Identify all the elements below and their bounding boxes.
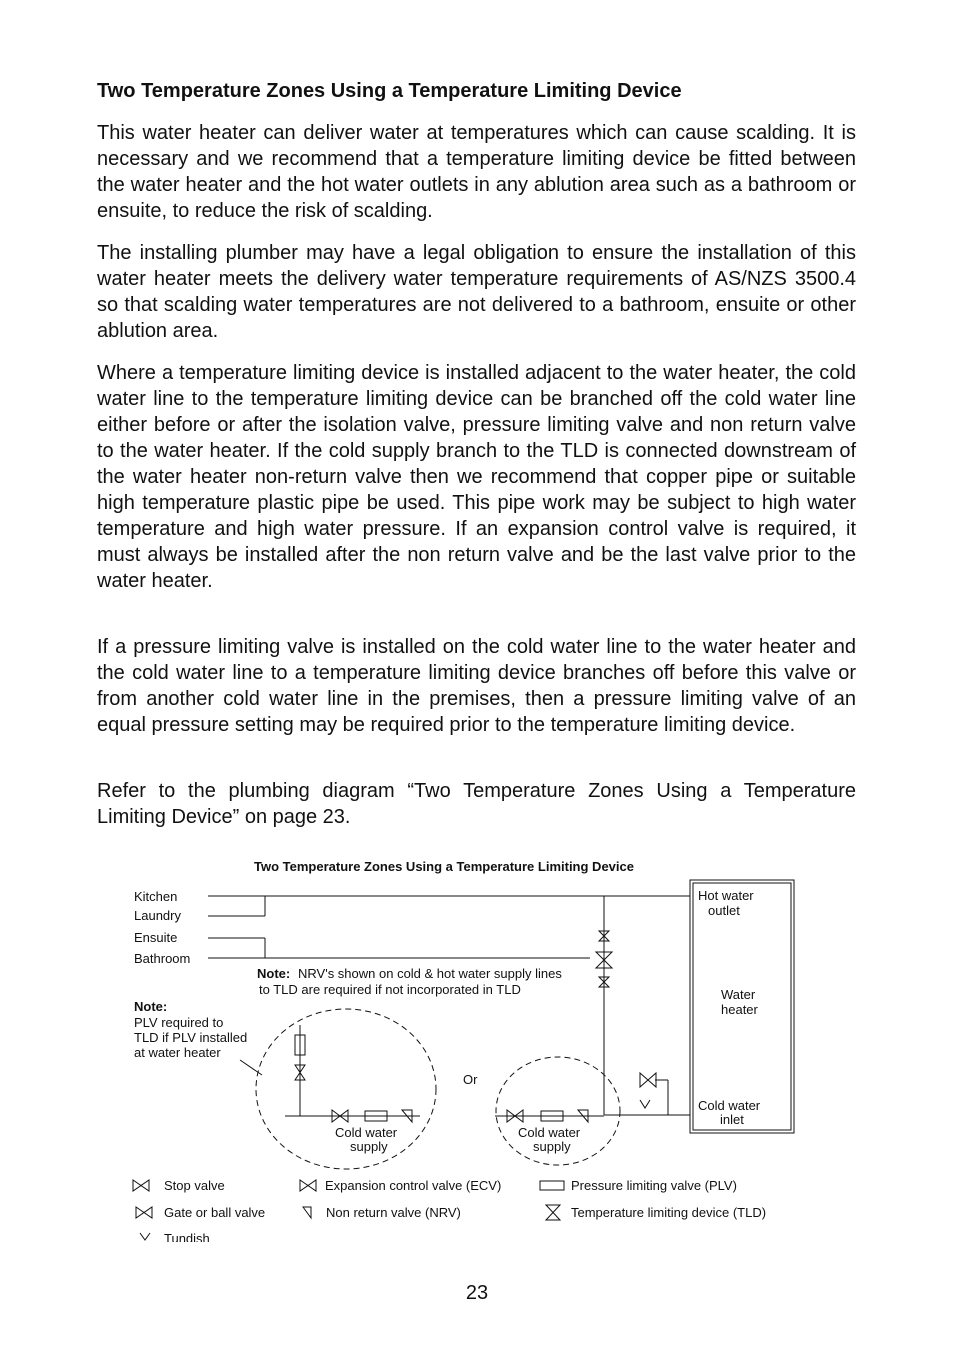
- section-heading: Two Temperature Zones Using a Temperature Limiting Device: [97, 80, 682, 102]
- outlet-label-laundry: Laundry: [134, 908, 181, 923]
- paragraph-refer: Refer to the plumbing diagram “Two Temperature Zones Using a Temperature Limiting Device” on page 23.: [97, 780, 856, 828]
- legend-plv: Pressure limiting valve (PLV): [571, 1178, 737, 1193]
- cold-supply-left-label-2: supply: [350, 1139, 388, 1154]
- note-nrv-label: Note:: [257, 966, 291, 981]
- hot-water-outlet-label: Hot water: [698, 888, 754, 903]
- page-number: 23: [465, 1282, 489, 1304]
- tundish-icon: [140, 1233, 150, 1240]
- note-nrv-text: NRV's shown on cold & hot water supply lines: [298, 966, 562, 981]
- plumbing-diagram: [0, 850, 954, 1242]
- legend-tundish: Tundish: [164, 1231, 210, 1242]
- water-heater-label-2: heater: [721, 1002, 758, 1017]
- nrv-icon: [303, 1207, 311, 1218]
- plv-icon: [540, 1181, 564, 1190]
- legend-ecv: Expansion control valve (ECV): [325, 1178, 502, 1193]
- diagram-title: Two Temperature Zones Using a Temperature Limiting Device: [254, 859, 634, 874]
- note-plv-line-3: at water heater: [134, 1045, 221, 1060]
- cold-supply-right-label: Cold water: [518, 1125, 581, 1140]
- or-label: Or: [463, 1072, 478, 1087]
- cold-supply-right-label-2: supply: [533, 1139, 571, 1154]
- legend-stop-valve: Stop valve: [164, 1178, 225, 1193]
- hot-water-outlet-label-2: outlet: [708, 903, 740, 918]
- legend-tld: Temperature limiting device (TLD): [571, 1205, 767, 1220]
- outlet-label-kitchen: Kitchen: [134, 889, 178, 904]
- ecv-icon: [300, 1180, 316, 1191]
- paragraph-scalding: This water heater can deliver water at temperatures which can cause scalding. It is necessary and we recommend that a temperature limiting device be fitted between the water heater and the hot water outlets in any ablution area such as a bathroom or ensuite, to reduce the risk of scalding.: [97, 122, 856, 222]
- outlet-label-ensuite: Ensuite: [134, 930, 178, 945]
- paragraph-tld-branch: Where a temperature limiting device is installed adjacent to the water heater, the cold water line to the temperature limiting device can be branched off the cold water line either before or after the isolation valve, pressure limiting valve and non return valve to the water heater. If the cold supply branch to the TLD is connected downstream of the water heater non-return valve then we recommend that copper pipe or suitable high temperature plastic pipe be used. This pipe work may be subject to high water temperature and high water pressure. If an expansion control valve is required, it must always be installed after the non return valve and be the last valve prior to the water heater.: [97, 362, 856, 592]
- note-plv-line-1: PLV required to: [134, 1015, 224, 1030]
- gate-valve-icon: [136, 1207, 152, 1218]
- paragraph-legal: The installing plumber may have a legal obligation to ensure the installation of this water heater meets the delivery water temperature requirements of AS/NZS 3500.4 so that scalding water temperatures are not delivered to a bathroom, ensuite or other ablution area.: [97, 242, 856, 342]
- note-nrv-text-2: to TLD are required if not incorporated in TLD: [259, 982, 521, 997]
- cold-water-inlet-label: Cold water: [698, 1098, 761, 1113]
- cold-supply-left-label: Cold water: [335, 1125, 398, 1140]
- stop-valve-icon: [133, 1180, 149, 1191]
- water-heater-label: Water: [721, 987, 756, 1002]
- tld-icon: [546, 1205, 560, 1220]
- cold-water-inlet-label-2: inlet: [720, 1112, 744, 1127]
- legend-nrv: Non return valve (NRV): [326, 1205, 461, 1220]
- legend-gate-valve: Gate or ball valve: [164, 1205, 266, 1220]
- outlet-label-bathroom: Bathroom: [134, 951, 191, 966]
- note-plv-line-2: TLD if PLV installed: [134, 1030, 248, 1045]
- paragraph-plv: If a pressure limiting valve is installed on the cold water line to the water heater and the cold water line to a temperature limiting device branches off before this valve or from another cold water line in the premises, then a pressure limiting valve of an equal pressure setting may be required prior to the temperature limiting device.: [97, 636, 856, 736]
- note-plv-label: Note:: [134, 999, 168, 1014]
